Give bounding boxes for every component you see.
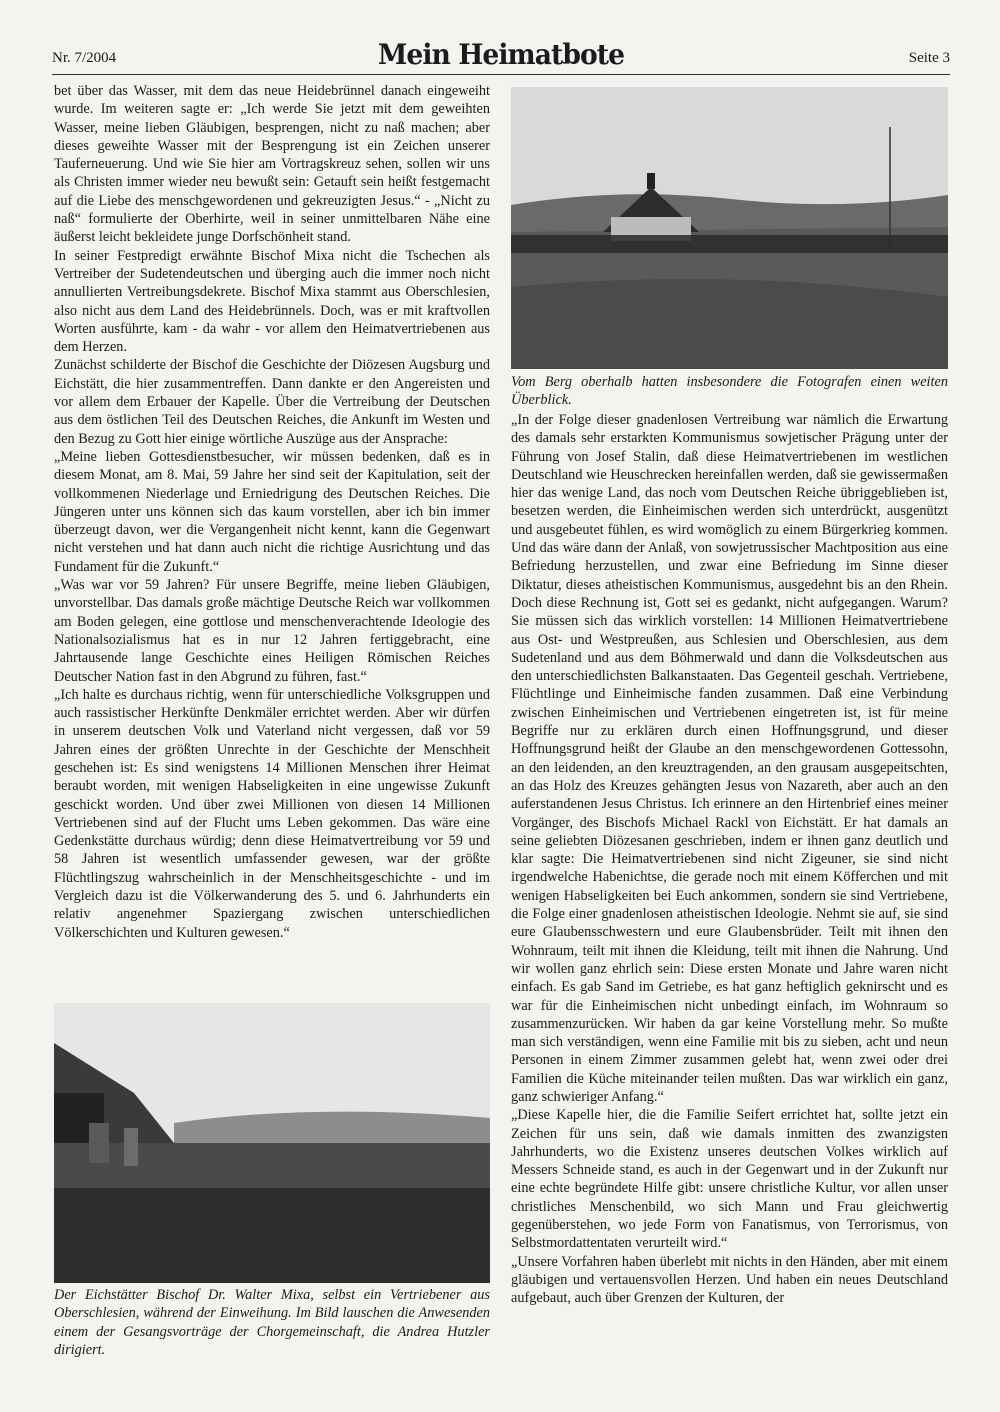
article-paragraph: „In der Folge dieser gnadenlosen Vertreibung war nämlich die Erwartung des damals sehr erstarkten Kommunismus sowjetischer Prägung unter der Führung von Josef Stalin, daß diese Heimatvertriebenen im westlichen Deutschland wie Heuschrecken hereinfallen werden, daß sie gewissermaßen hier das wenige Land, das noch vom Deutschen Reiche übriggeblieben ist, besetzen werden, die Einheimischen werden sich unterdrückt, ausgenützt und ausgebeutet fühlen, es wird womöglich zu einem Bürgerkrieg kommen. Und das wäre dann der Anlaß, von sowjetrussischer Machtposition aus eine Befriedung herzustellen, und zwar eine Befriedung im Sinne dieser Diktatur, dieses atheistischen Kommunismus, ausgedehnt bis an den Rhein. Doch diese Rechnung ist, Gott sei es gedankt, nicht aufgegangen. Warum? Sie müssen sich das wirklich vorstellen: 14 Millionen Heimatvertriebene aus Ost- und Westpreußen, aus Schlesien und Oberschlesien, aus dem Sudetenland und aus dem Böhmerwald und dann die Volksdeutschen aus den unterschiedlichsten Balkanstaaten. Das Gegenteil geschah. Vertriebene, Flüchtlinge und Einheimische fanden zusammen. Daß eine Verbindung zwischen Einheimischen und Vertriebenen eingetreten ist, ist für meine Begriffe nur zu erklären durch einen Hoffnungsgrund, und dieser Hoffnungsgrund heißt der Glaube an den menschgewordenen Gottessohn, an den leidenden, an den kreuztragenden, an den grausam ausgepeitschten, an das Holz des Kreuzes gehängten Jesus von Nazareth, aber auch an den auferstandenen Jesus Christus. Ich erinnere an den Hirtenbrief eines meiner Vorgänger, des Bischofs Michael Rackl von Eichstätt. Er hat damals an seine geliebten Diözesanen geschrieben, indem er ihnen ganz deutlich und klar sagte: Die Heimatvertriebenen sind nicht Zigeuner, sie sind nicht irgendwelche Habenichtse, die gerade noch mit einem Köfferchen und mit wenigen Habseligkeiten bei Euch ankommen, sondern sie sind Vertriebene, die Folge einer gnadenlosen atheistischen Ideologie. Nehmt sie auf, sie sind eure Glaubensschwestern und eure Glaubensbrüder. Teilt mit ihnen den Wohnraum, teilt mit ihnen die Kleidung, teilt mit ihnen die Nahrung. Und wir wollen ganz ehrlich sein: Diese ersten Monate und Jahre waren nicht einfach. Es gab Sand im Getriebe, es hat ganz heftiglich geknirscht und es war für die Einheimischen nicht unbedingt einfach, im Wohnraum so zusammenzurücken. Wir haben da gar keine Vorstellung mehr. So mußte man sich verständigen, wenn eine Familie mit bis zu sieben, acht und neun Personen in einem Zimmer zusammen gelebt hat, wenn zwei oder drei Familien die Küche miteinander teilen mußten. Das war wirklich ein ganz, ganz schwieriger Anfang.“ (511, 412, 948, 1105)
issue-number: Nr. 7/2004 (52, 50, 117, 66)
photo-caption-top: Vom Berg oberhalb hatten insbesondere die Fotografen einen weiten Überblick. (511, 374, 948, 409)
article-paragraph: „Was war vor 59 Jahren? Für unsere Begriffe, meine lieben Gläubigen, unvorstellbar. Das damals große mächtige Deutsche Reich war vollkommen am Boden gelegen, eine gottlose und menschenverachtende Ideologie des Nationalsozialismus hat es in nur 12 Jahren fertiggebracht, eine Jahrtausende lange Geschichte eines Heiligen Römischen Reiches Deutscher Nation fast in den Abgrund zu führen, fast.“ (54, 577, 490, 685)
article-paragraph: „Ich halte es durchaus richtig, wenn für unterschiedliche Volksgruppen und auch rassistischer Herkünfte Denkmäler errichtet werden. Aber wir dürfen in unserem deutschen Volk und Vaterland nicht vergessen, daß vor 59 Jahren eines der größten Unrechte in der Geschichte der Menschheit geschehen ist: Es sind wenigstens 14 Millionen Menschen ihrer Heimat beraubt worden, mit wenigen Habseligkeiten in eine ungewisse Zukunft geschickt worden. Und über zwei Millionen von diesen 14 Millionen Vertriebenen sind auf der Flucht ums Leben gekommen. Das wäre eine Gedenkstätte durchaus würdig; denn diese Heimatvertreibung vor 59 und 58 Jahren ist wesentlich umfassender gewesen, war der größte Flüchtlingszug wahrscheinlich in der Menschheitsgeschichte - und im Vergleich dazu ist die Völkerwanderung des 5. und 6. Jahrhunderts ein relativ angenehmer Spaziergang zwischen unterschiedlichen Völkerschichten und Kulturen gewesen.“ (54, 686, 490, 941)
article-paragraph: „Meine lieben Gottesdienstbesucher, wir müssen bedenken, daß es in diesem Monat, am 8. Mai, 59 Jahre her sind seit der Kapitulation, seit der vollkommenen Niederlage und Erniedrigung des Deutschen Reiches. Die Jüngeren unter uns können sich das kaum vorstellen, aber ich bin immer überzeugt davon, wer die Vergangenheit nicht kennt, kann die Gegenwart nicht verstehen und hat dann auch nicht die richtige Ausrichtung und das Fundament für die Zukunft.“ (54, 448, 490, 575)
left-article-column (54, 82, 490, 942)
article-paragraph: „Unsere Vorfahren haben überlebt mit nichts in den Händen, aber mit einem gläubigen und vertauensvollen Herzen. Und haben ein neues Deutschland aufgebaut, auch über Grenzen der Kulturen, der (511, 1253, 948, 1307)
article-paragraph: In seiner Festpredigt erwähnte Bischof Mixa nicht die Tschechen als Vertreiber der Sudetendeutschen und überging auch die immer noch nicht annullierten Vertreibungsdekrete. Bischof Mixa stammt aus Oberschlesien, also nicht aus dem Land des Heidebrünnels. Doch, was er mit kraftvollen Worten ausführte, kam - da wahr - vor allem den Heimatvertriebenen aus dem Herzen. (54, 247, 490, 356)
article-paragraph: bet über das Wasser, mit dem das neue Heidebrünnel danach eingeweiht wurde. Im weiteren sagte er: „Ich werde Sie jetzt mit dem geweihten Wasser, meine lieben Gläubigen, besprengen, nicht zu naß machen; aber dieses geweihte Wasser mit der Besprengung ist ein Zeichen unserer Tauferneuerung. Und wie Sie hier am Vortragskreuz sehen, sollen wir uns als Christen immer wieder neu bewußt sein: Getauft sein heißt festgemacht auf die Liebe des menschgewordenen und gekreuzigten Jesus.“ - „Nicht zu naß“ formulierte der Oberhirte, weil in seiner unmittelbaren Nähe eine äußerst leicht bekleidete junge Dorfschönheit stand. (54, 83, 490, 246)
photo-caption-bottom: Der Eichstätter Bischof Dr. Walter Mixa, selbst ein Vertriebener aus Oberschlesien, während der Einweihung. Im Bild lauschen die Anwesenden einem der Gesangsvorträge der Chorgemeinschaft, die Andrea Hutzler dirigiert. (54, 1287, 490, 1358)
page-number: Seite 3 (908, 50, 950, 66)
right-article-column (511, 411, 948, 1308)
chapel-crowd-photo (511, 87, 948, 369)
page-header (52, 38, 950, 75)
consecration-ceremony-photo (54, 1003, 490, 1283)
masthead-title: Mein Heimatbote (377, 38, 625, 71)
article-paragraph: „Diese Kapelle hier, die die Familie Seifert errichtet hat, sollte jetzt ein Zeichen für uns sein, daß wie damals inmitten des zwanzigsten Jahrhunderts, wo die Existenz unseres deutschen Volkes wirklich auf Messers Schneide stand, es auch in der Gegenwart und in der Zukunft nur eine echte begründete Hilfe gibt: unsere christliche Kultur, vor allen unser christliches Menschenbild, wo sich Mann und Frau gleichwertig gegenüberstehen, wo jede Form von Fanatismus, von Terrorismus, von Selbstmordattentaten verurteilt wird.“ (511, 1107, 948, 1252)
article-paragraph: Zunächst schilderte der Bischof die Geschichte der Diözesen Augsburg und Eichstätt, die hier zusammentreffen. Dann dankte er den Angereisten und vor allem dem Erbauer der Kapelle. Über die Vertreibung der Deutschen aus dem östlichen Teil des Deutschen Reiches, die Ankunft im Westen und den Bezug zu Gott hier einige wörtliche Auszüge aus der Ansprache: (54, 357, 490, 447)
